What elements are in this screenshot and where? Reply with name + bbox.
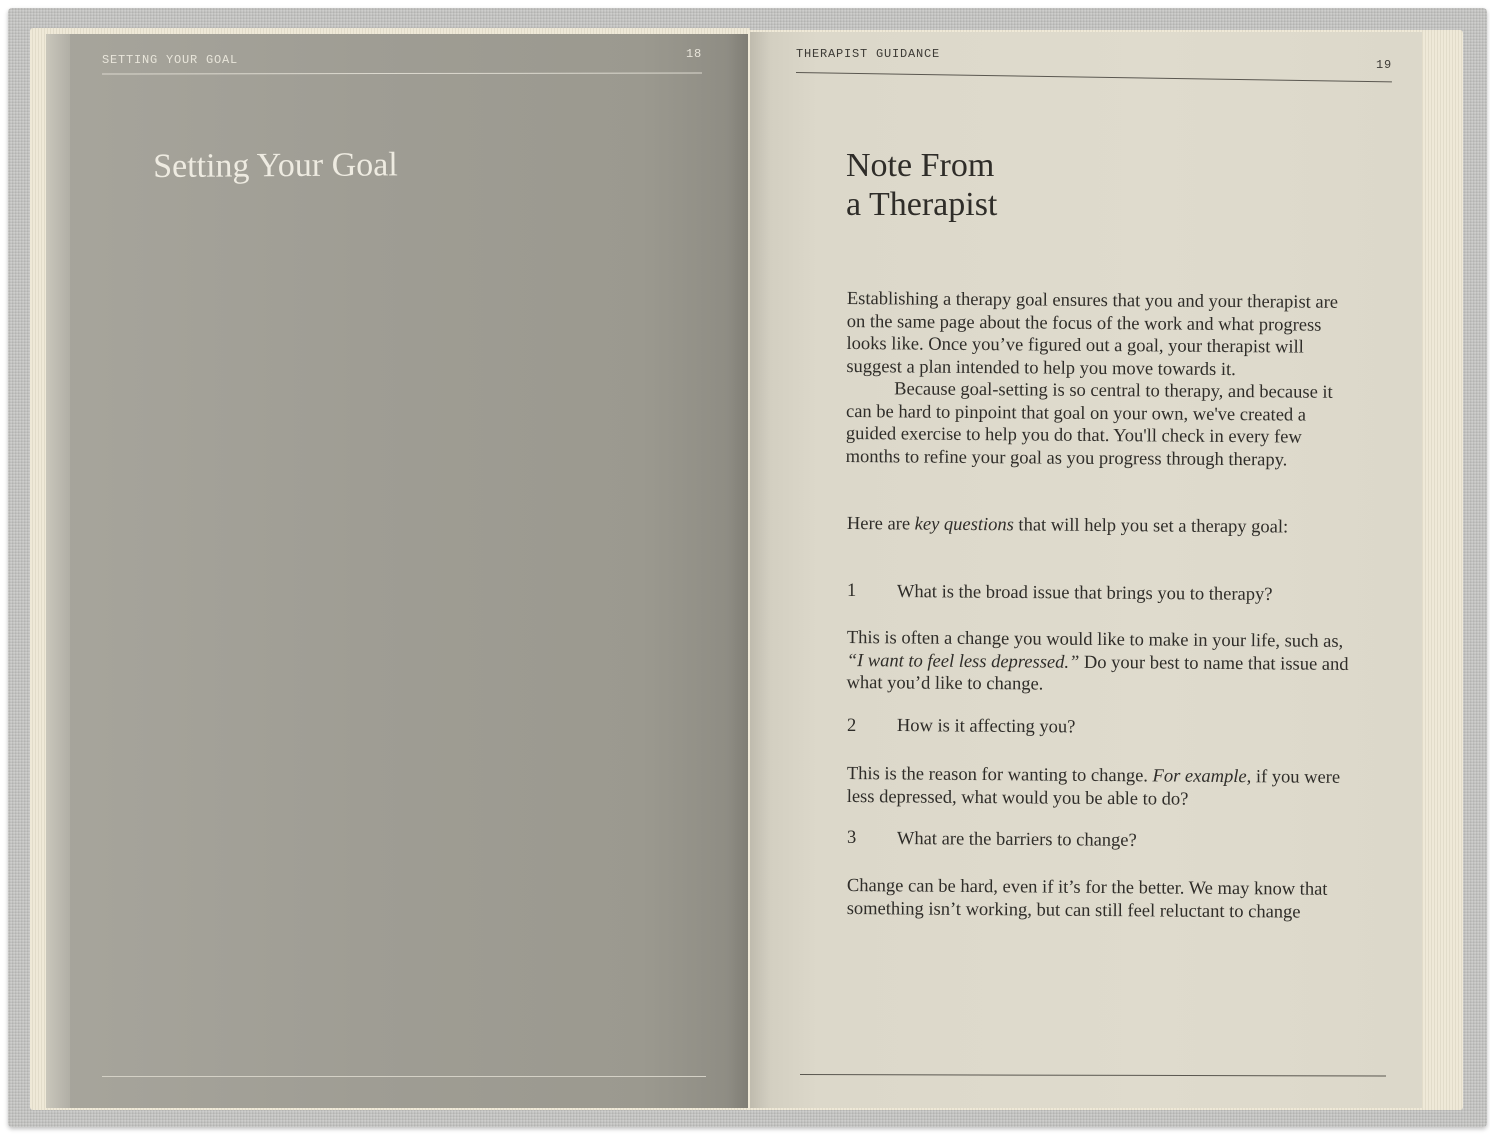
right-running-header: THERAPIST GUIDANCE	[796, 47, 941, 61]
intro-text	[846, 288, 1352, 472]
key-questions-emphasis: key questions	[914, 514, 1014, 536]
left-footer-rule	[102, 1076, 706, 1077]
left-page-margin	[46, 34, 70, 1108]
question-1-text: What is the broad issue that brings you to therapy?	[896, 582, 1273, 605]
left-page-number: 18	[686, 47, 703, 61]
question-3-number: 3	[847, 828, 857, 848]
title-line-2: a Therapist	[846, 186, 998, 223]
title-line-1: Note From	[846, 147, 995, 184]
question-1-body: This is often a change you would like to make in your life, such as, “I want to feel less depressed.” Do your best to name that issue and what you’d like to change.	[846, 627, 1349, 695]
left-page-title: Setting Your Goal	[153, 146, 398, 185]
left-running-header: SETTING YOUR GOAL	[102, 53, 239, 67]
question-2-text: How is it affecting you?	[896, 716, 1076, 738]
question-1-number: 1	[847, 581, 857, 601]
question-2-number: 2	[847, 716, 857, 736]
question-3-text: What are the barriers to change?	[896, 829, 1137, 851]
key-questions-intro: Here are key questions that will help you set a therapy goal:	[846, 513, 1289, 538]
right-page-title	[846, 146, 997, 224]
question-3-body: Change can be hard, even if it’s for the better. We may know that something isn’t working, but can still feel reluctant to change	[846, 875, 1328, 923]
left-page	[46, 34, 748, 1108]
intro-paragraph-1: Establishing a therapy goal ensures that you and your therapist are on the same page about the focus of the work and what progress looks like. Once you’ve figured out a goal, your therapist will suggest a plan intended to help you move towards it.	[846, 288, 1339, 380]
right-page-number: 19	[1376, 58, 1393, 72]
intro-paragraph-2: Because goal-setting is so central to therapy, and because it can be hard to pinpoint that goal on your own, we've created a guided exercise to help you do that. You'll check in every few months to refine your goal as you progress through therapy.	[845, 379, 1333, 470]
question-2-body: This is the reason for wanting to change. For example, if you were less depressed, what would you be able to do?	[846, 763, 1341, 810]
